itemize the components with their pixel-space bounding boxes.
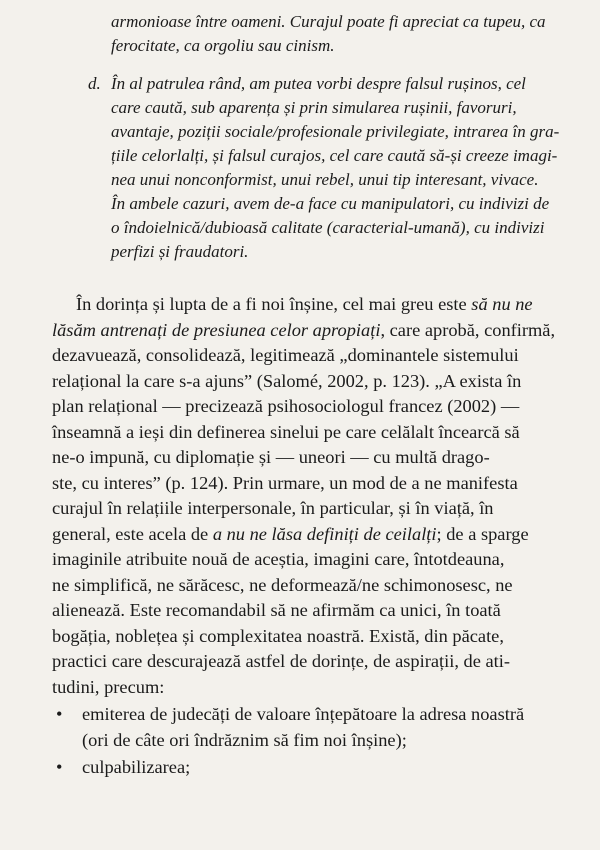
text-line: bogăția, noblețea și complexitatea noastră. Există, din păcate, — [52, 625, 504, 646]
text-line — [52, 292, 592, 318]
text-line: (ori de câte ori îndrăznim să fim noi înșine); — [82, 729, 407, 750]
text-span: , care aprobă, confirmă, — [380, 319, 556, 340]
emphasis-span: lăsăm antrenați de presiunea celor apropiați — [52, 319, 381, 340]
text-span: general, este acela de — [52, 523, 213, 544]
text-line: o îndoielnică/dubioasă calitate (caracterial-umană), cu indivizi — [111, 218, 545, 237]
text-line: relațional la care s-a ajuns” (Salomé, 2002, p. 123). „A exista în — [52, 370, 522, 391]
text-line: alienează. Este recomandabil să ne afirmăm ca unici, în toată — [52, 600, 501, 620]
bullet-item — [52, 702, 592, 753]
text-line — [52, 318, 592, 344]
bullet-list — [52, 702, 592, 781]
text-line: practici care descurajează astfel de dorințe, de aspirații, de ati- — [52, 651, 510, 671]
text-line: plan relațional — precizează psihosociologul francez (2002) — — [52, 396, 520, 416]
bullet-icon: • — [56, 704, 63, 724]
text-line: avantaje, poziții sociale/profesionale privilegiate, intrarea în gra- — [111, 122, 560, 141]
text-line: ferocitate, ca orgoliu sau cinism. — [111, 36, 335, 55]
text-line: culpabilizarea; — [82, 757, 191, 777]
list-item-d — [78, 72, 583, 264]
text-line: emiterea de judecăți de valoare înțepătoare la adresa noastră — [82, 704, 525, 724]
text-line: tudini, precum: — [52, 676, 165, 697]
text-line: ne-o impună, cu diplomație și — uneori — cu multă drago- — [52, 447, 490, 467]
text-line: ne simplifică, ne sărăcesc, ne deformează/ne schimonosesc, ne — [52, 574, 513, 595]
text-line: dezavuează, consolidează, legitimează „dominantele sistemului — [52, 345, 519, 365]
list-marker: d. — [88, 74, 101, 93]
text-line: armonioase între oameni. Curajul poate fi apreciat ca tupeu, ca — [111, 12, 546, 31]
emphasis-span: să nu ne — [471, 294, 533, 314]
bullet-icon: • — [56, 757, 63, 777]
text-line: țiile celorlalți, și falsul curajos, cel care caută să-și creeze imagi- — [111, 146, 558, 165]
italic-list-block — [78, 10, 583, 264]
text-line: ste, cu interes” (p. 124). Prin urmare, un mod de a ne manifesta — [52, 472, 518, 493]
text-line: care caută, sub aparența și prin simularea rușinii, favoruri, — [111, 98, 517, 117]
text-span: În dorința și lupta de a fi noi înșine, cel mai greu este — [76, 294, 472, 314]
emphasis-span: a nu ne lăsa definiți de ceilalți — [212, 523, 437, 544]
text-line: În ambele cazuri, avem de-a face cu manipulatori, cu indivizi de — [111, 194, 550, 213]
bullet-item — [52, 755, 592, 781]
text-line: perfizi și fraudatori. — [111, 242, 249, 261]
text-line — [52, 522, 592, 548]
text-line: curajul în relațiile interpersonale, în particular, și în viață, în — [52, 498, 494, 518]
main-paragraph — [52, 292, 592, 781]
text-line: înseamnă a ieși din definerea sinelui pe care celălalt încearcă să — [52, 421, 520, 442]
text-line: În al patrulea rând, am putea vorbi despre falsul rușinos, cel — [111, 74, 526, 93]
text-line: imaginile atribuite nouă de aceștia, imagini care, întotdeauna, — [52, 549, 505, 569]
text-line: nea unui nonconformist, unui rebel, unui tip interesant, vivace. — [111, 170, 539, 189]
text-span: ; de a sparge — [436, 523, 529, 544]
